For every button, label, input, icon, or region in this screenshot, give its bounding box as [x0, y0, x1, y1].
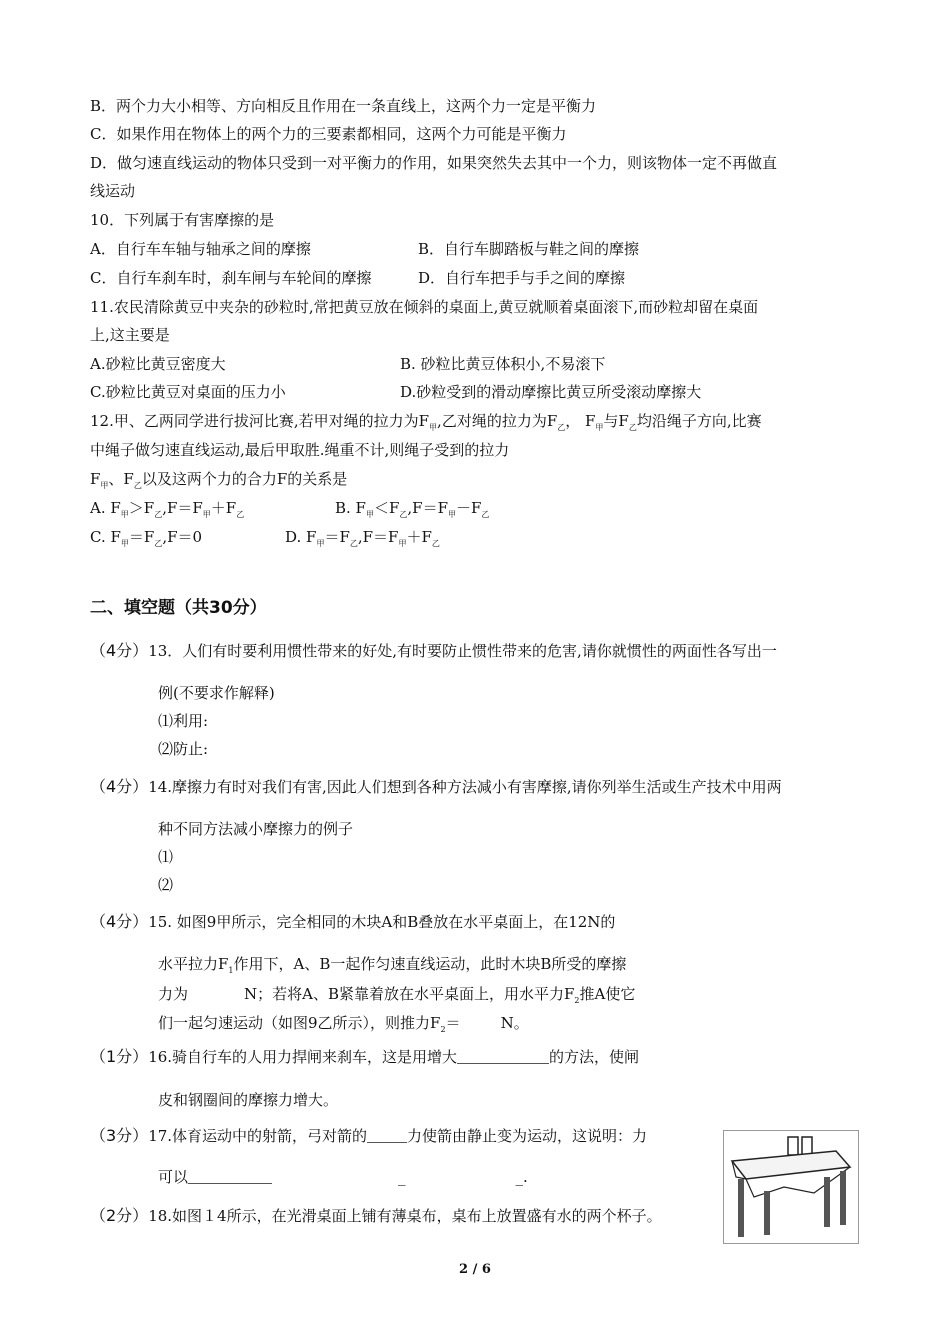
answer-blank[interactable]	[457, 1049, 549, 1064]
q11-option-d: D.砂粒受到的滑动摩擦比黄豆所受滚动摩擦大	[400, 383, 702, 401]
q14-answer-a: ⑴	[158, 848, 174, 866]
q9-option-c: C．如果作用在物体上的两个力的三要素都相同，这两个力可能是平衡力	[90, 125, 567, 143]
score-badge: （3分）	[90, 1126, 149, 1145]
tablecloth	[732, 1151, 850, 1179]
q13-line2: 例(不要求作解释)	[158, 684, 275, 702]
q10-option-b: B．自行车脚踏板与鞋之间的摩擦	[418, 240, 640, 258]
answer-blank[interactable]	[367, 1128, 407, 1143]
q12-option-d: D. $F_甲=F_乙,F=F_甲+F_乙$	[285, 528, 440, 548]
q12-option-a: A. $F_甲>F_乙,F=F_甲+F_乙$	[90, 499, 245, 519]
table-leg	[738, 1179, 744, 1237]
q9-option-d-line1: D．做匀速直线运动的物体只受到一对平衡力的作用，如果突然失去其中一个力，则该物体一定不再做直	[90, 154, 778, 172]
q9-option-d-line2: 线运动	[90, 182, 136, 200]
score-badge: （1分）	[90, 1047, 149, 1066]
section-title: 二、填空题（共30分）	[90, 598, 267, 618]
q10-option-c: C．自行车刹车时，刹车闸与车轮间的摩擦	[90, 269, 372, 287]
q10-option-a: A．自行车车轴与轴承之间的摩擦	[90, 240, 311, 258]
q9-option-b: B．两个力大小相等、方向相反且作用在一条直线上，这两个力一定是平衡力	[90, 97, 597, 115]
q15-line3: 力为 N；若将A、B紧靠着放在水平桌面上，用水平力$F_2$推A使它	[158, 985, 636, 1005]
q11-option-a: A.砂粒比黄豆密度大	[90, 355, 226, 373]
q16-line2: 皮和钢圈间的摩擦力增大。	[158, 1091, 339, 1109]
q15-line2: 水平拉力$F_1$作用下，A、B一起作匀速直线运动，此时木块B所受的摩擦	[158, 955, 627, 975]
answer-blank[interactable]	[188, 1169, 272, 1184]
q12-option-b: B. $F_甲<F_乙,F=F_甲-F_乙$	[335, 499, 490, 519]
table-leg	[824, 1177, 830, 1227]
cup-right	[802, 1137, 812, 1155]
table-leg	[840, 1171, 846, 1225]
cup-left	[788, 1137, 798, 1155]
score-badge: （2分）	[90, 1206, 149, 1225]
q11-stem-line2: 上,这主要是	[90, 326, 170, 344]
q18-line1: （2分）18.如图１4所示，在光滑桌面上铺有薄桌布，桌布上放置盛有水的两个杯子。	[90, 1206, 662, 1225]
page-number: 2 / 6	[459, 1262, 491, 1277]
table-illustration	[724, 1131, 858, 1243]
q11-option-c: C.砂粒比黄豆对桌面的压力小	[90, 383, 286, 401]
q13-answer-a: ⑴利用:	[158, 712, 209, 730]
q12-stem-line3: $F_甲$、$F_乙$以及这两个力的合力F的关系是	[90, 470, 348, 490]
q12-stem-line1: 12.甲、乙两同学进行拔河比赛,若甲对绳的拉力为$F_甲$,乙对绳的拉力为$F_乙$， $F_甲$与$F_乙$均沿绳子方向,比赛	[90, 412, 762, 432]
q14-line1: （4分）14.摩擦力有时对我们有害,因此人们想到各种方法减小有害摩擦,请你列举生活或生产技术中用两	[90, 777, 782, 796]
score-badge: （4分）	[90, 641, 149, 660]
q14-answer-b: ⑵	[158, 876, 174, 894]
q15-line1: （4分）15. 如图9甲所示，完全相同的木块A和B叠放在水平桌面上，在12N的	[90, 912, 616, 931]
q16-line1: （1分）16.骑自行车的人用力捍闸来刹车，这是用增大 的方法，使闸	[90, 1047, 640, 1066]
q13-answer-b: ⑵防止:	[158, 740, 209, 758]
q10-stem: 10．下列属于有害摩擦的是	[90, 211, 275, 229]
q11-stem-line1: 11.农民清除黄豆中夹杂的砂粒时,常把黄豆放在倾斜的桌面上,黄豆就顺着桌面滚下,而砂粒却留在桌面	[90, 298, 759, 316]
q15-line4: 们一起匀速运动（如图9乙所示），则推力$F_2= N$。	[158, 1014, 529, 1034]
q11-option-b: B. 砂粒比黄豆体积小,不易滚下	[400, 355, 606, 373]
q17-line2: 可以 _ _.	[158, 1168, 528, 1186]
q13-line1: （4分）13．人们有时要利用惯性带来的好处,有时要防止惯性带来的危害,请你就惯性的两面性各写出一	[90, 641, 777, 660]
q10-option-d: D．自行车把手与手之间的摩擦	[418, 269, 626, 287]
q17-line1: （3分）17.体育运动中的射箭，弓对箭的 力使箭由静止变为运动，这说明：力	[90, 1126, 648, 1145]
q12-option-c: C. $F_甲=F_乙,F=0$	[90, 528, 203, 548]
score-badge: （4分）	[90, 777, 149, 796]
score-badge: （4分）	[90, 912, 149, 931]
table-cups-figure	[723, 1130, 859, 1244]
q14-line2: 种不同方法减小摩擦力的例子	[158, 820, 354, 838]
q12-stem-line2: 中绳子做匀速直线运动,最后甲取胜.绳重不计,则绳子受到的拉力	[90, 441, 510, 459]
table-leg	[764, 1191, 770, 1235]
